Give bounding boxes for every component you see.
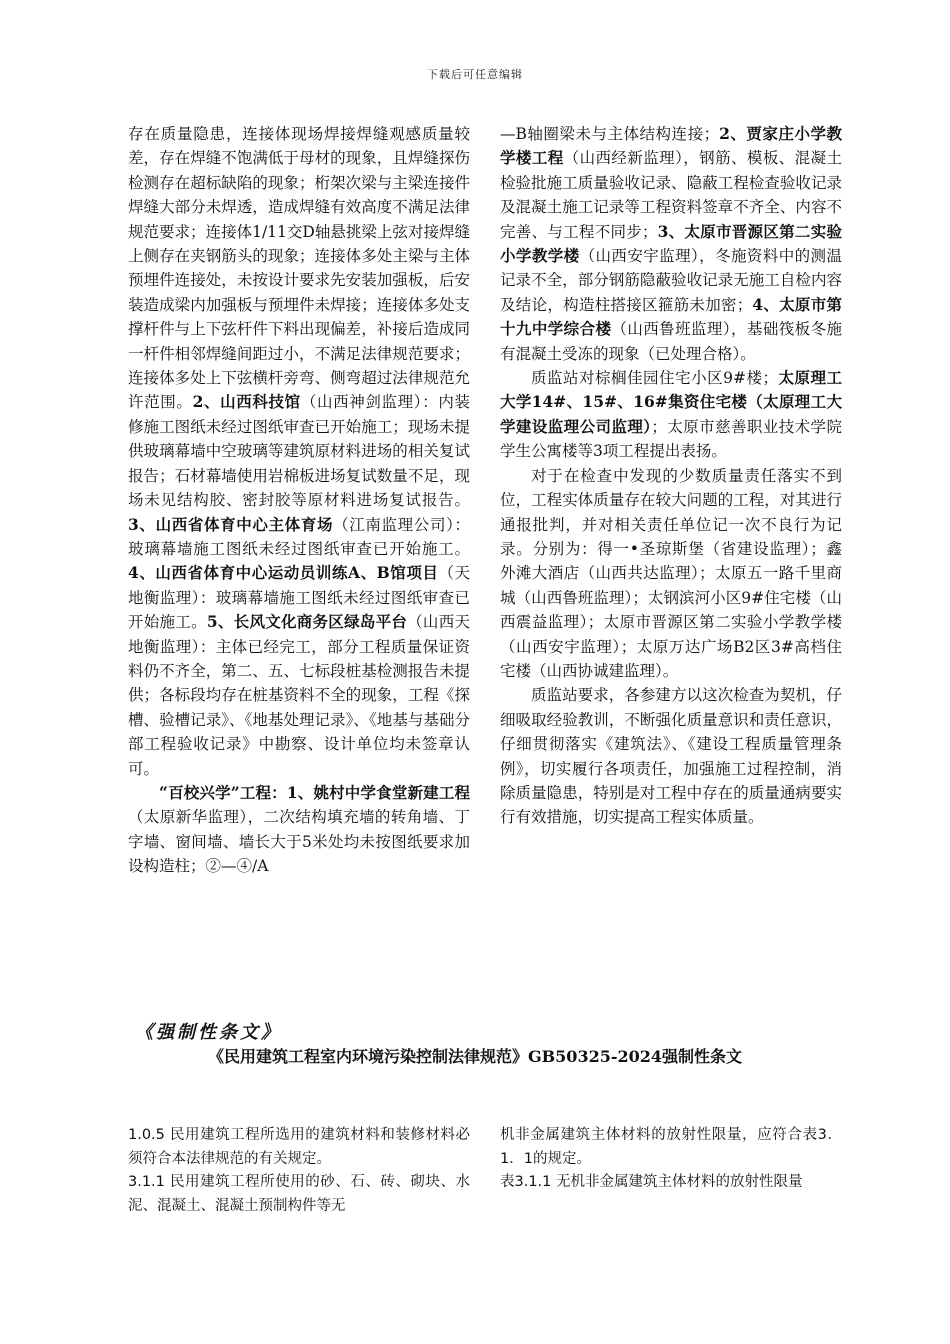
clause-1-0-5: 1.0.5 民用建筑工程所选用的建筑材料和装修材料必须符合本法律规范的有关规定。 — [128, 1127, 470, 1167]
right-paragraph-1 — [500, 122, 842, 366]
table-caption: 表3.1.1 无机非金属建筑主体材料的放射性限量 — [500, 1174, 803, 1190]
project-title: 5、长风文化商务区绿岛平台 — [206, 612, 408, 632]
standard-right-column — [500, 1124, 842, 1195]
text-run: （天地衡监理）：玻璃幕墙施工图纸未经过图纸审查已开始施工。 — [128, 564, 470, 632]
project-title: 2、贾家庄小学教学楼工程 — [500, 124, 842, 168]
section-title: 《民用建筑工程室内环境污染控制法律规范》GB50325-2024强制性条文 — [207, 1047, 743, 1066]
text-run: 存在质量隐患，连接体现场焊接焊缝观感质量较差，存在焊缝不饱满低于母材的现象，且焊缝探伤检测存在超标缺陷的现象；桁架次梁与主梁连接件焊缝大部分未焊透，造成焊缝有效高度不满足法律规范要求；连接体1/11交D轴悬挑梁上弦对接焊缝上侧存在夹钢筋头的现象；连接体多处主梁与主体预埋件连接处，未按设计要求先安装加强板，后安装造成梁内加强板与预埋件未焊接；连接体多处支撑杆件与上下弦杆件下料出现偏差，补接后造成同一杆件相邻焊缝间距过小，不满足法律规范要求；连接体多处上下弦横杆旁弯、侧弯超过法律规范允许范围。 — [128, 125, 470, 412]
left-column — [128, 122, 470, 879]
text-run: ；太原市慈善职业技术学院学生公寓楼等3项工程提出表扬。 — [500, 417, 842, 461]
text-run: （山西神剑监理）：内装修施工图纸未经过图纸审查已开始施工；现场未提供玻璃幕墙中空玻璃等建筑原材料进场的相关复试报告；石材幕墙使用岩棉板进场复试数量不足，现场未见结构胶、密封胶等原材料进场复试报告。 — [128, 393, 470, 510]
right-paragraph-3: 对于在检查中发现的少数质量责任落实不到位，工程实体质量存在较大问题的工程，对其进行通报批判，并对相关责任单位记一次不良行为记录。分别为：得一•圣琼斯堡（省建设监理）；鑫外滩大酒店（山西共达监理）；太原五一路千里商城（山西鲁班监理）；太钢滨河小区9#住宅楼（山西震益监理）；太原市晋源区第二实验小学教学楼（山西安宇监理）；太原万达广场B2区3#高档住宅楼（山西协诚建监理）。 — [500, 466, 842, 680]
clause-3-1-1-continued: 机非金属建筑主体材料的放射性限量，应符合表3．1．1的规定。 — [500, 1127, 842, 1167]
text-run: （山西安宇监理），冬施资料中的测温记录不全，部分钢筋隐蔽验收记录无施工自检内容及结论，构造柱搭接区箍筋未加密； — [500, 247, 842, 314]
text-run: —B轴圈梁未与主体结构连接； — [500, 125, 720, 143]
left-paragraph-2 — [128, 781, 470, 879]
right-column — [500, 122, 842, 830]
project-title: 2、山西科技馆 — [192, 392, 301, 412]
standard-left-column — [128, 1124, 470, 1218]
project-title: 3、太原市晋源区第二实验小学教学楼 — [500, 221, 842, 266]
text-run: 质监站对棕榈佳园住宅小区9#楼； — [531, 369, 778, 388]
text-run: （山西经新监理），钢筋、模板、混凝土检验批施工质量验收记录、隐蔽工程检查验收记录及混凝土施工记录等工程资料签章不齐全、内容不完善、与工程不同步； — [500, 149, 842, 241]
project-title: 4、山西省体育中心运动员训练A、B馆项目 — [128, 563, 439, 583]
clause-3-1-1: 3.1.1 民用建筑工程所使用的砂、石、砖、砌块、水泥、混凝土、混凝土预制构件等无 — [128, 1174, 470, 1214]
text-run: （江南监理公司）：玻璃幕墙施工图纸未经过图纸审查已开始施工。 — [128, 515, 470, 558]
left-paragraph-1 — [128, 122, 470, 781]
right-paragraph-4: 质监站要求，各参建方以这次检查为契机，仔细吸取经验教训，不断强化质量意识和责任意识，仔细贯彻落实《建筑法》、《建设工程质量管理条例》，切实履行各项责任，加强施工过程控制，消除质量隐患，特别是对工程中存在的质量通病要实行有效措施，切实提高工程实体质量。 — [500, 686, 842, 827]
right-paragraph-2 — [500, 366, 842, 464]
project-title: 太原理工大学14#、15#、16#集资住宅楼（太原理工大学建设监理公司监理） — [500, 368, 842, 436]
page-header: 下载后可任意编辑 — [427, 68, 523, 81]
text-run: （山西天地衡监理）：主体已经完工，部分工程质量保证资料仍不齐全，第二、五、七标段桩基检测报告未提供；各标段均存在桩基资料不全的现象，工程《探槽、验槽记录》、《地基处理记录》、《地基与基础分部工程验收记录》中勘察、设计单位均未签章认可。 — [128, 613, 470, 778]
project-title: 3、山西省体育中心主体育场 — [128, 514, 334, 534]
section-heading: 《强制性条文》 — [135, 1022, 282, 1043]
project-title: “百校兴学”工程：1、姚村中学食堂新建工程 — [159, 782, 470, 802]
text-run: （山西鲁班监理），基础筏板冬施有混凝土受冻的现象（已处理合格）。 — [500, 320, 842, 363]
project-title: 4、太原市第十九中学综合楼 — [500, 294, 842, 339]
text-run: （太原新华监理），二次结构填充墙的转角墙、丁字墙、窗间墙、墙长大于5米处均未按图纸要求加设构造柱；②—④/A — [128, 808, 470, 876]
